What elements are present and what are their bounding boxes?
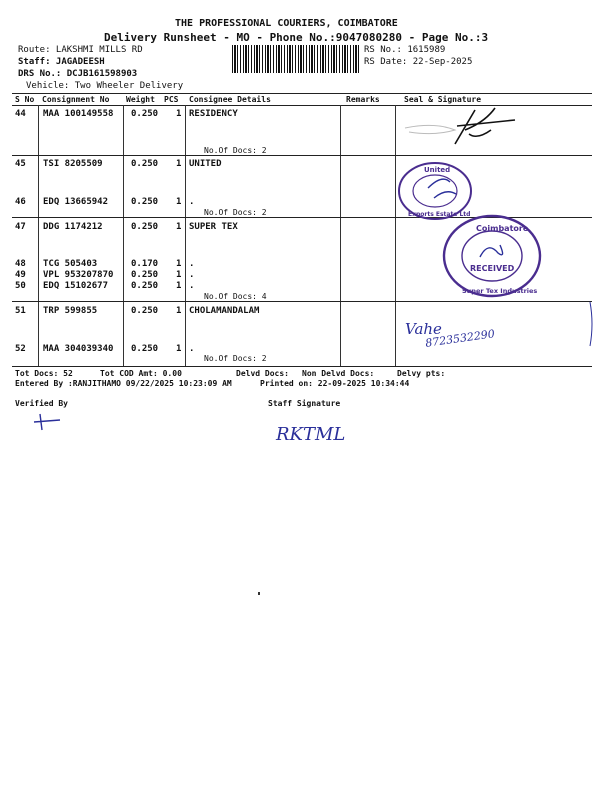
- row-consignee: .: [189, 270, 195, 280]
- vehicle-label: Vehicle: Two Wheeler Delivery: [26, 81, 184, 91]
- row-pcs: 1: [176, 197, 182, 207]
- margin-mark: [586, 300, 596, 348]
- runsheet-title: Delivery Runsheet - MO - Phone No.:9047080280 - Page No.:3: [104, 31, 489, 44]
- verified-by-signature: [30, 410, 70, 432]
- receiver-handwritten-name: Vahe: [405, 320, 442, 338]
- row-consignment: DDG 1174212: [43, 222, 103, 232]
- row-pcs: 1: [176, 259, 182, 269]
- col-remarks: Remarks: [346, 95, 380, 104]
- row-pcs: 1: [176, 222, 182, 232]
- printed-on: Printed on: 22-09-2025 10:34:44: [260, 379, 410, 388]
- super-tex-received-stamp: [440, 213, 544, 299]
- row-pcs: 1: [176, 344, 182, 354]
- rs-date: RS Date: 22-Sep-2025: [364, 57, 473, 67]
- barcode: [232, 45, 360, 73]
- row-weight: 0.250: [131, 344, 159, 354]
- verified-by-label: Verified By: [15, 399, 68, 408]
- doc-count-note: No.Of Docs: 2: [204, 146, 267, 155]
- row-sno: 47: [15, 222, 26, 232]
- row-consignee: CHOLAMANDALAM: [189, 306, 260, 316]
- row-consignment: TCG 505403: [43, 259, 98, 269]
- divider: [123, 105, 124, 367]
- stamp-city: Coimbatore: [476, 224, 529, 233]
- company-name: THE PROFESSIONAL COURIERS, COIMBATORE: [175, 18, 398, 29]
- col-pcs: PCS: [164, 95, 179, 104]
- row-weight: 0.250: [131, 270, 159, 280]
- row-pcs: 1: [176, 159, 182, 169]
- group-rule: [12, 155, 592, 156]
- table-row: [15, 109, 26, 119]
- row-weight: 0.250: [131, 306, 159, 316]
- divider: [340, 105, 341, 367]
- rs-number: RS No.: 1615989: [364, 45, 446, 55]
- row-weight: 0.250: [131, 109, 159, 119]
- row-weight: 0.250: [131, 222, 159, 232]
- row-pcs: 1: [176, 281, 182, 291]
- group-rule: [12, 301, 592, 302]
- drs-label: DRS No.: DCJB161598903: [18, 69, 138, 79]
- stamp-united-bottom: Exports Estate Ltd: [408, 211, 471, 218]
- stamp-company: Super Tex Industries: [462, 287, 538, 295]
- stamp-united-top: United: [424, 166, 451, 174]
- row-consignment: MAA 304039340: [43, 344, 114, 354]
- row-consignment: TSI 8205509: [43, 159, 103, 169]
- row-consignment: EDQ 13665942: [43, 197, 109, 207]
- divider: [185, 105, 186, 367]
- total-docs: Tot Docs: 52: [15, 369, 73, 378]
- staff-label: Staff: JAGADEESH: [18, 57, 105, 67]
- col-consignment: Consignment No: [42, 95, 110, 104]
- row-weight: 0.250: [131, 281, 159, 291]
- doc-count-note: No.Of Docs: 2: [204, 208, 267, 217]
- row-weight: 0.250: [131, 159, 159, 169]
- row-consignee: .: [189, 197, 195, 207]
- receiver-handwritten-phone: 8723532290: [424, 327, 496, 350]
- row-consignee: UNITED: [189, 159, 222, 169]
- entered-by: Entered By :RANJITHAMO 09/22/2025 10:23:09 AM: [15, 379, 232, 388]
- route-label: Route: LAKSHMI MILLS RD: [18, 45, 143, 55]
- doc-count-note: No.Of Docs: 4: [204, 292, 267, 301]
- divider: [38, 105, 39, 367]
- row-consignee: .: [189, 259, 195, 269]
- row-pcs: 1: [176, 306, 182, 316]
- table-bottom-rule: [12, 366, 592, 367]
- row-sno: 44: [15, 109, 26, 119]
- stray-mark: [258, 592, 260, 595]
- row-consignment: MAA 100149558: [43, 109, 114, 119]
- col-seal-signature: Seal & Signature: [404, 95, 482, 104]
- delivery-signature-44: [395, 100, 525, 152]
- col-sno: S No: [15, 95, 35, 104]
- row-consignee: .: [189, 281, 195, 291]
- row-weight: 0.250: [131, 197, 159, 207]
- stamp-received: RECEIVED: [470, 264, 515, 273]
- col-consignee: Consignee Details: [189, 95, 271, 104]
- row-sno: 48: [15, 259, 26, 269]
- row-pcs: 1: [176, 270, 182, 280]
- row-sno: 50: [15, 281, 26, 291]
- row-sno: 51: [15, 306, 26, 316]
- non-delivered-docs: Non Delvd Docs:: [302, 369, 375, 378]
- row-weight: 0.170: [131, 259, 159, 269]
- staff-handwritten-signature: RKTML: [276, 424, 346, 445]
- staff-signature-label: Staff Signature: [268, 399, 341, 408]
- delivery-points: Delvy pts:: [397, 369, 446, 378]
- row-sno: 46: [15, 197, 26, 207]
- doc-count-note: No.Of Docs: 2: [204, 354, 267, 363]
- row-consignee: .: [189, 344, 195, 354]
- delivered-docs: Delvd Docs:: [236, 369, 289, 378]
- row-sno: 45: [15, 159, 26, 169]
- col-weight: Weight: [126, 95, 155, 104]
- row-pcs: 1: [176, 109, 182, 119]
- row-consignment: VPL 953207870: [43, 270, 114, 280]
- row-consignment: TRP 599855: [43, 306, 98, 316]
- row-consignment: EDQ 15102677: [43, 281, 109, 291]
- row-sno: 52: [15, 344, 26, 354]
- row-consignee: SUPER TEX: [189, 222, 238, 232]
- row-consignee: RESIDENCY: [189, 109, 238, 119]
- row-sno: 49: [15, 270, 26, 280]
- header-top-rule: [12, 93, 592, 94]
- total-cod-amount: Tot COD Amt: 0.00: [100, 369, 182, 378]
